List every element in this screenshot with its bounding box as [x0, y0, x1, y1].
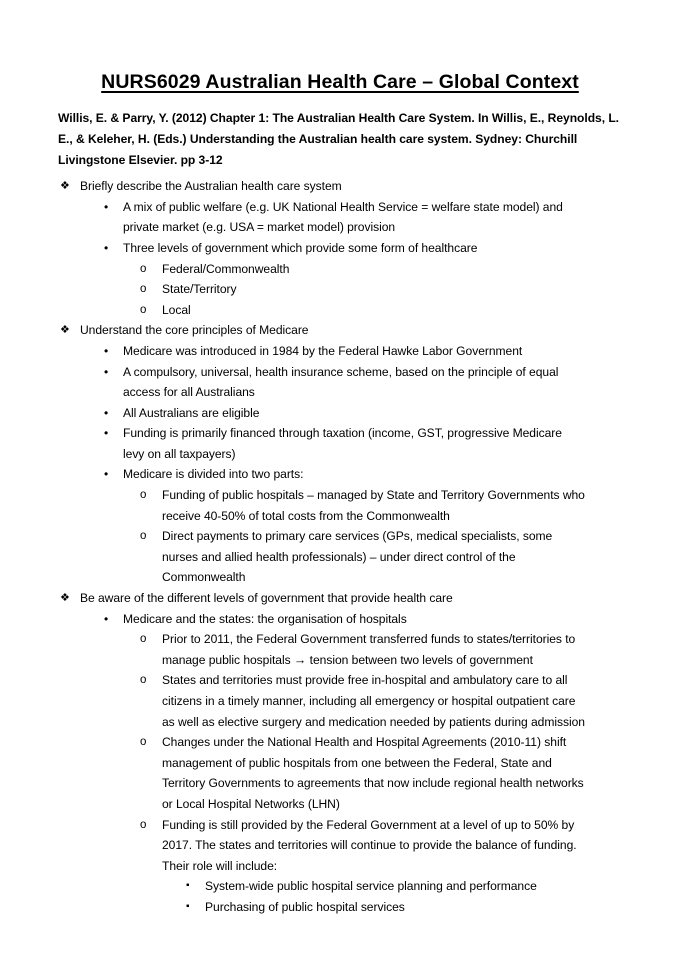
outline-item-text: Medicare was introduced in 1984 by the Federal Hawke Labor Government [123, 343, 523, 358]
outline-item-level-2 [0, 403, 680, 424]
outline-item-text: Federal/Commonwealth [162, 261, 290, 276]
outline-item-level-3 [0, 815, 680, 877]
outline-item-level-1 [0, 588, 680, 609]
hollow-circle-bullet-icon: o [140, 262, 147, 275]
round-bullet-icon: • [104, 426, 109, 441]
round-bullet-icon: • [104, 240, 109, 255]
round-bullet-icon: • [104, 405, 109, 420]
outline-item-text: Purchasing of public hospital services [205, 899, 405, 914]
outline-item-level-3 [0, 259, 680, 280]
hollow-circle-bullet-icon: o [140, 303, 147, 316]
round-bullet-icon: • [104, 199, 109, 214]
hollow-circle-bullet-icon: o [140, 633, 147, 646]
page-title [0, 0, 680, 94]
outline-item-level-3 [0, 629, 680, 670]
right-arrow-icon: → [293, 652, 307, 667]
outline-item-level-3 [0, 526, 680, 588]
outline-item-text: Medicare is divided into two parts: [123, 467, 304, 482]
outline-item-level-3 [0, 485, 680, 526]
round-bullet-icon: • [104, 611, 109, 626]
outline-item-text: Understand the core principles of Medicare [80, 323, 309, 338]
round-bullet-icon: • [104, 364, 109, 379]
outline-item-level-3 [0, 300, 680, 321]
hollow-circle-bullet-icon: o [140, 530, 147, 543]
outline-item-text: Prior to 2011, the Federal Government transferred funds to states/territories to manage public hospitals → tension between two levels of government [162, 632, 576, 667]
outline-item-text: Changes under the National Health and Hospital Agreements (2010-11) shift management of public hospitals from one between the Federal, State and Territory Governments to agreements that now include regional health networks or Local Hospital Networks (LHN) [162, 735, 584, 811]
outline-list [0, 170, 680, 917]
hollow-circle-bullet-icon: o [140, 489, 147, 502]
outline-item-level-3 [0, 279, 680, 300]
outline-item-text: Funding of public hospitals – managed by State and Territory Governments who receive 40-50% of total costs from the Commonwealth [162, 488, 585, 523]
outline-item-text: Briefly describe the Australian health care system [80, 179, 342, 194]
diamond-bullet-icon: ❖ [60, 324, 70, 337]
citation-reference: Willis, E. & Parry, Y. (2012) Chapter 1: The Australian Health Care System. In Willis, E., Reynolds, L. E., & Keleher, H. (Eds.) Understanding the Australian health care system. Sydney: Churchill Livingstone Elsevier. pp 3-12 [58, 111, 619, 167]
outline-item-text: All Australians are eligible [123, 405, 260, 420]
hollow-circle-bullet-icon: o [140, 283, 147, 296]
page-title-text: NURS6029 Australian Health Care – Global Context [101, 71, 579, 93]
outline-item-level-2 [0, 238, 680, 259]
outline-item-level-3 [0, 670, 680, 732]
outline-item-level-2 [0, 341, 680, 362]
hollow-circle-bullet-icon: o [140, 674, 147, 687]
outline-item-text: Three levels of government which provide some form of healthcare [123, 240, 478, 255]
hollow-circle-bullet-icon: o [140, 736, 147, 749]
round-bullet-icon: • [104, 343, 109, 358]
outline-item-text: Medicare and the states: the organisation of hospitals [123, 611, 407, 626]
outline-item-text: Funding is primarily financed through taxation (income, GST, progressive Medicare levy on all taxpayers) [123, 426, 562, 461]
diamond-bullet-icon: ❖ [60, 592, 70, 605]
outline-item-level-1 [0, 320, 680, 341]
outline-item-text: States and territories must provide free in-hospital and ambulatory care to all citizens in a timely manner, including all emergency or hospital outpatient care as well as elective surgery and medication needed by patients during admission [162, 673, 585, 729]
square-bullet-icon: ▪ [186, 900, 190, 912]
outline-item-text: A compulsory, universal, health insurance scheme, based on the principle of equal access for all Australians [123, 364, 559, 400]
outline-item-level-1 [0, 176, 680, 197]
hollow-circle-bullet-icon: o [140, 818, 147, 831]
outline-item-text: A mix of public welfare (e.g. UK National Health Service = welfare state model) and private market (e.g. USA = market model) provision [123, 199, 563, 235]
outline-item-level-2 [0, 609, 680, 630]
square-bullet-icon: ▪ [186, 880, 190, 892]
outline-item-level-2 [0, 423, 680, 464]
outline-item-text: System-wide public hospital service planning and performance [205, 879, 537, 894]
outline-item-text: Be aware of the different levels of government that provide health care [80, 591, 453, 606]
round-bullet-icon: • [104, 467, 109, 482]
outline-item-level-2 [0, 464, 680, 485]
outline-item-level-4 [0, 897, 680, 918]
outline-item-text: Direct payments to primary care services (GPs, medical specialists, some nurses and allied health professionals) – under direct control of the Commonwealth [162, 529, 553, 585]
outline-item-level-2 [0, 362, 680, 403]
outline-item-level-4 [0, 876, 680, 897]
outline-item-level-2 [0, 197, 680, 238]
outline-item-text: State/Territory [162, 282, 237, 297]
outline-item-text: Funding is still provided by the Federal Government at a level of up to 50% by 2017. The states and territories will continue to provide the balance of funding. Their role will include: [162, 817, 577, 873]
diamond-bullet-icon: ❖ [60, 180, 70, 193]
outline-item-level-3 [0, 732, 680, 814]
outline-item-text: Local [162, 302, 191, 317]
